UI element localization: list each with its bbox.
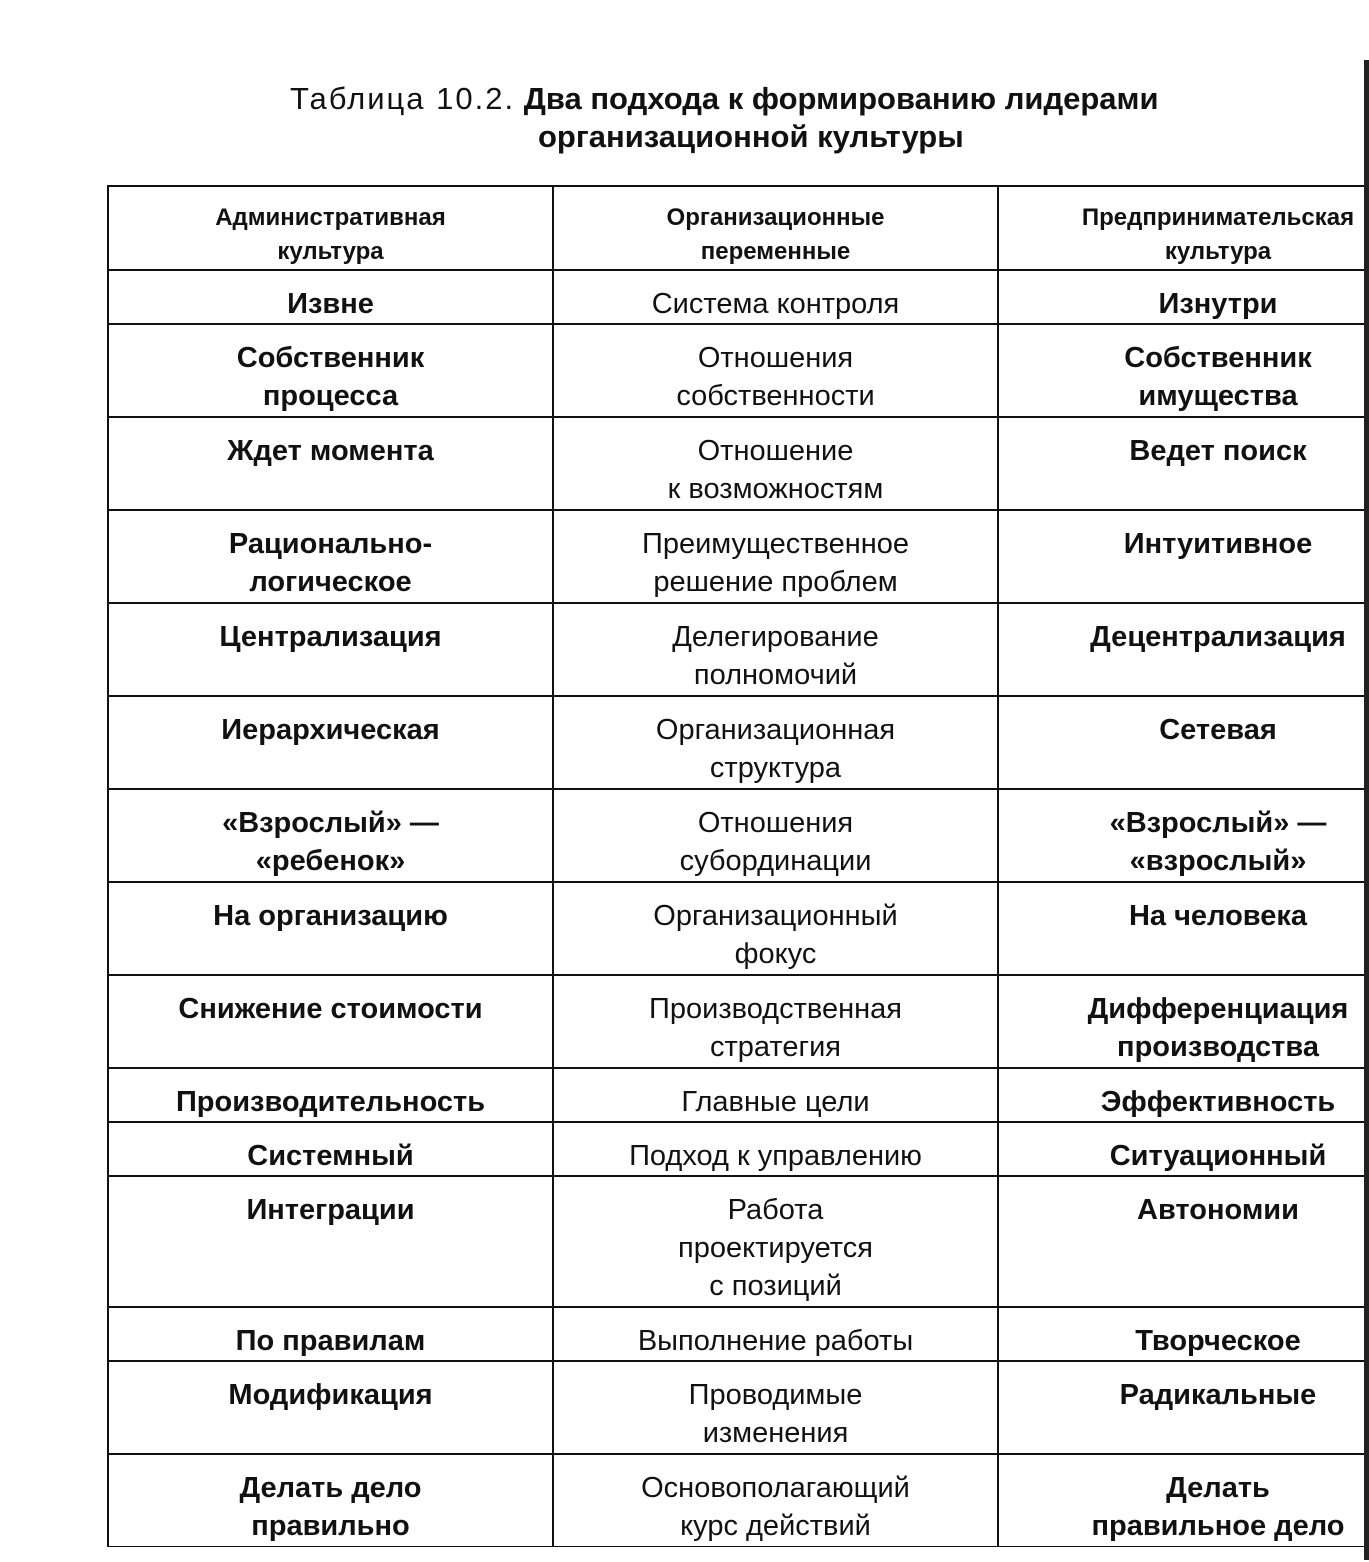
cell-line: Дифференциация — [1087, 993, 1349, 1025]
cell-entrepreneurial — [998, 975, 1369, 1068]
cell-line: процесса — [262, 380, 399, 412]
cell-administrative — [108, 696, 553, 789]
cell-line: Ведет поиск — [1129, 435, 1307, 467]
cell-line: Снижение стоимости — [178, 993, 483, 1025]
cell-line: Творческое — [1135, 1325, 1301, 1357]
cell-administrative — [108, 510, 553, 603]
cell-line: Организационный — [653, 900, 898, 932]
table-row — [108, 1122, 1369, 1176]
cell-administrative — [108, 1068, 553, 1122]
cell-variable — [553, 510, 998, 603]
cell-line: Делать дело — [239, 1472, 422, 1504]
cell-entrepreneurial — [998, 270, 1369, 324]
cell-line: Организационная — [655, 714, 896, 746]
cell-line: изменения — [702, 1417, 849, 1449]
header-entrepreneurial — [998, 186, 1369, 270]
cell-line: Собственник — [1124, 342, 1312, 374]
cell-line: Производительность — [175, 1086, 486, 1118]
header-line: культура — [1164, 238, 1272, 265]
table-row — [108, 1361, 1369, 1454]
cell-administrative — [108, 789, 553, 882]
cell-variable — [553, 417, 998, 510]
header-line: Административная — [215, 204, 446, 231]
cell-line: На человека — [1128, 900, 1308, 932]
cell-variable — [553, 270, 998, 324]
table-row — [108, 417, 1369, 510]
cell-line: решение проблем — [653, 566, 898, 598]
cell-line: Отношения — [697, 342, 854, 374]
cell-entrepreneurial — [998, 1122, 1369, 1176]
cell-variable — [553, 1454, 998, 1547]
cell-line: структура — [709, 752, 842, 784]
table-caption — [290, 80, 1330, 156]
cell-line: Система контроля — [651, 288, 900, 320]
cell-entrepreneurial — [998, 789, 1369, 882]
cell-line: производства — [1117, 1031, 1319, 1063]
scan-edge — [1364, 60, 1369, 1560]
cell-line: Централизация — [219, 621, 442, 653]
table-row — [108, 882, 1369, 975]
cell-line: Сетевая — [1159, 714, 1277, 746]
cell-line: Децентрализация — [1090, 621, 1346, 653]
cell-entrepreneurial — [998, 510, 1369, 603]
cell-entrepreneurial — [998, 696, 1369, 789]
cell-variable — [553, 1361, 998, 1454]
cell-line: «взрослый» — [1129, 845, 1307, 877]
cell-line: субординации — [679, 845, 872, 877]
cell-line: Изнутри — [1158, 288, 1278, 320]
cell-administrative — [108, 270, 553, 324]
table-row — [108, 603, 1369, 696]
cell-line: правильное дело — [1091, 1510, 1345, 1542]
cell-entrepreneurial — [998, 882, 1369, 975]
cell-variable — [553, 603, 998, 696]
cell-line: Делегирование — [672, 621, 879, 653]
header-line: культура — [277, 238, 384, 265]
cell-line: Главные цели — [681, 1086, 870, 1118]
cell-entrepreneurial — [998, 324, 1369, 417]
header-line: Организационные — [666, 204, 885, 231]
cell-line: По правилам — [235, 1325, 426, 1357]
table-row — [108, 270, 1369, 324]
cell-variable — [553, 789, 998, 882]
cell-line: Рационально- — [228, 528, 433, 560]
cell-variable — [553, 1122, 998, 1176]
cell-variable — [553, 324, 998, 417]
table-row — [108, 1068, 1369, 1122]
cell-line: с позиций — [709, 1270, 842, 1302]
cell-line: Собственник — [236, 342, 425, 374]
caption-title-line1: Два подхода к формированию лидерами — [523, 81, 1159, 116]
cell-line: Выполнение работы — [637, 1325, 914, 1357]
cell-line: проектируется — [678, 1232, 873, 1264]
cell-line: Интуитивное — [1123, 528, 1313, 560]
cell-line: «Взрослый» — — [1109, 807, 1327, 839]
table-row — [108, 324, 1369, 417]
cell-line: фокус — [734, 938, 817, 970]
cell-entrepreneurial — [998, 1307, 1369, 1361]
cell-line: Основополагающий — [641, 1472, 910, 1504]
table-container — [107, 185, 1369, 1547]
cell-line: Извне — [287, 288, 374, 320]
cell-line: Интеграции — [246, 1194, 415, 1226]
cell-line: Иерархическая — [221, 714, 440, 746]
cell-line: Ждет момента — [227, 435, 434, 467]
cell-line: логическое — [249, 566, 412, 598]
cell-line: «Взрослый» — — [222, 807, 439, 839]
cell-entrepreneurial — [998, 417, 1369, 510]
cell-administrative — [108, 882, 553, 975]
header-administrative — [108, 186, 553, 270]
cell-line: Работа — [727, 1194, 824, 1226]
cell-variable — [553, 975, 998, 1068]
caption-title-line2: организационной культуры — [538, 119, 964, 154]
cell-administrative — [108, 1176, 553, 1307]
cell-line: Эффективность — [1100, 1086, 1336, 1118]
cell-line: Отношение — [697, 435, 854, 467]
caption-label: Таблица 10.2. — [290, 81, 516, 116]
cell-administrative — [108, 975, 553, 1068]
cell-line: Модификация — [228, 1379, 433, 1411]
cell-entrepreneurial — [998, 603, 1369, 696]
cell-administrative — [108, 603, 553, 696]
cell-line: Отношения — [697, 807, 854, 839]
cell-entrepreneurial — [998, 1361, 1369, 1454]
cell-administrative — [108, 1307, 553, 1361]
cell-line: имущества — [1138, 380, 1298, 412]
cell-administrative — [108, 324, 553, 417]
cell-variable — [553, 696, 998, 789]
table-row — [108, 1176, 1369, 1307]
cell-line: Автономии — [1137, 1194, 1299, 1226]
cell-line: Подход к управлению — [629, 1140, 922, 1172]
cell-line: к возможностям — [667, 473, 884, 505]
comparison-table — [107, 185, 1369, 1547]
cell-administrative — [108, 1122, 553, 1176]
cell-line: правильно — [251, 1510, 410, 1542]
header-row — [108, 186, 1369, 270]
cell-line: На организацию — [213, 900, 448, 932]
table-row — [108, 1307, 1369, 1361]
table-row — [108, 789, 1369, 882]
cell-entrepreneurial — [998, 1176, 1369, 1307]
table-row — [108, 975, 1369, 1068]
cell-variable — [553, 1176, 998, 1307]
cell-administrative — [108, 1454, 553, 1547]
cell-line: собственности — [676, 380, 875, 412]
cell-administrative — [108, 1361, 553, 1454]
cell-line: курс действий — [680, 1510, 871, 1542]
cell-line: Радикальные — [1119, 1379, 1317, 1411]
cell-entrepreneurial — [998, 1068, 1369, 1122]
cell-line: Системный — [247, 1140, 414, 1172]
header-variables — [553, 186, 998, 270]
cell-variable — [553, 1068, 998, 1122]
cell-line: стратегия — [710, 1031, 841, 1063]
cell-line: Ситуационный — [1109, 1140, 1327, 1172]
table-row — [108, 1454, 1369, 1547]
header-line: переменные — [700, 238, 851, 265]
cell-administrative — [108, 417, 553, 510]
cell-line: полномочий — [693, 659, 858, 691]
cell-variable — [553, 1307, 998, 1361]
cell-line: Проводимые — [688, 1379, 863, 1411]
table-row — [108, 696, 1369, 789]
cell-line: Делать — [1166, 1472, 1270, 1504]
cell-variable — [553, 882, 998, 975]
cell-line: «ребенок» — [255, 845, 406, 877]
cell-line: Производственная — [649, 993, 902, 1025]
table-body — [108, 270, 1369, 1547]
table-row — [108, 510, 1369, 603]
header-line: Предпринимательская — [1081, 204, 1355, 231]
cell-line: Преимущественное — [641, 528, 909, 560]
cell-entrepreneurial — [998, 1454, 1369, 1547]
